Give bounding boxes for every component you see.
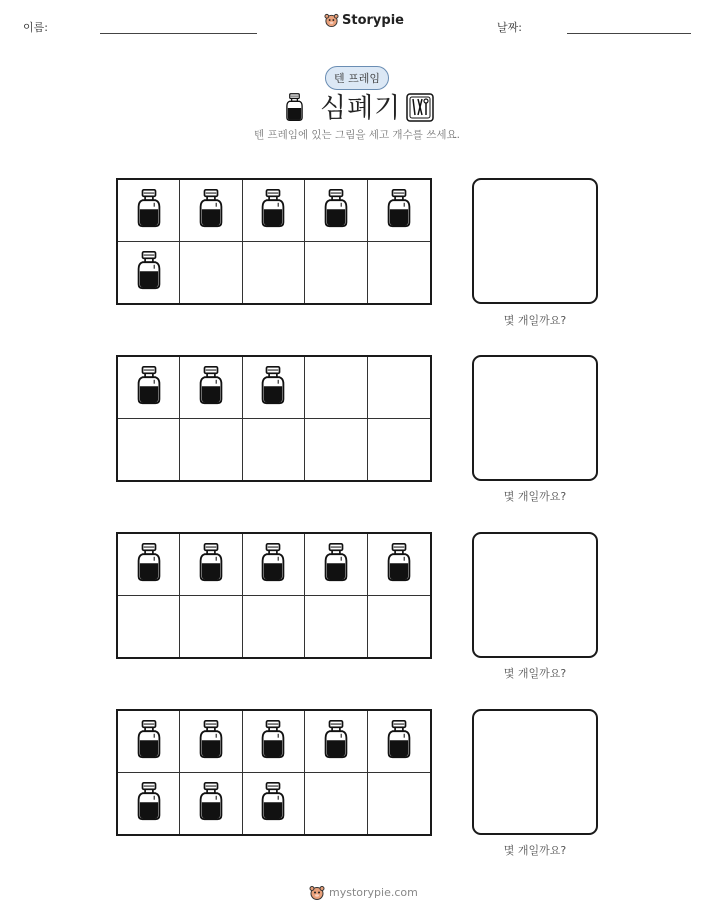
vial-icon [136,188,162,232]
frame-cell [180,534,242,596]
vial-icon [136,542,162,586]
frame-cell [118,242,180,304]
vial-icon [260,542,286,586]
frame-cell [243,711,305,773]
frame-cell [368,357,430,419]
date-label: 날짜: [497,21,522,34]
vial-icon [260,781,286,825]
vial-icon [136,719,162,763]
vial-icon [198,188,224,232]
vial-icon [285,92,304,126]
frame-cell [368,711,430,773]
frame-cell [368,534,430,596]
vial-icon [323,188,349,232]
vial-icon [386,542,412,586]
frame-cell [118,596,180,658]
brand-logo [324,12,404,28]
count-question: 몇 개일까요? [503,667,567,680]
frame-cell [368,180,430,242]
page-title: 심폐기 [320,93,402,124]
frame-cell [180,242,242,304]
frame-cell [305,180,367,242]
storypie-mascot-icon [309,884,325,901]
vial-icon [136,365,162,409]
frame-cell [118,180,180,242]
vial-icon [198,365,224,409]
vial-icon [260,365,286,409]
answer-box[interactable] [472,709,598,835]
vial-icon [386,719,412,763]
vial-icon [136,250,162,294]
answer-box[interactable] [472,532,598,658]
frame-cell [368,242,430,304]
frame-cell [118,534,180,596]
frame-cell [305,711,367,773]
frame-cell [180,419,242,481]
frame-cell [305,773,367,835]
vial-icon [323,542,349,586]
frame-cell [243,242,305,304]
frame-cell [180,357,242,419]
vial-icon [198,719,224,763]
frame-cell [305,357,367,419]
frame-cell [180,596,242,658]
frame-cell [118,357,180,419]
count-question: 몇 개일까요? [503,314,567,327]
count-question: 몇 개일까요? [503,844,567,857]
vial-icon [198,781,224,825]
frame-cell [180,180,242,242]
vial-icon [136,781,162,825]
frame-cell [368,596,430,658]
footer [309,884,418,901]
frame-cell [243,534,305,596]
name-field[interactable] [100,33,257,34]
name-label: 이름: [23,21,48,34]
frame-cell [305,242,367,304]
vial-icon [198,542,224,586]
frame-cell [368,773,430,835]
count-question: 몇 개일까요? [503,490,567,503]
frame-cell [118,419,180,481]
date-field[interactable] [567,33,691,34]
ten-frame [116,178,432,305]
frame-cell [305,419,367,481]
footer-url[interactable]: mystorypie.com [329,886,418,899]
frame-cell [118,711,180,773]
frame-cell [305,596,367,658]
brand-name: Storypie [342,12,404,28]
ten-frame [116,355,432,482]
vial-icon [260,719,286,763]
frame-cell [243,419,305,481]
vial-icon [260,188,286,232]
frame-cell [368,419,430,481]
frame-cell [118,773,180,835]
instructions: 텐 프레임에 있는 그림을 세고 개수를 쓰세요. [254,129,460,141]
answer-box[interactable] [472,178,598,304]
vial-icon [323,719,349,763]
ten-frame [116,532,432,659]
frame-cell [243,180,305,242]
frame-cell [180,773,242,835]
storypie-mascot-icon [324,12,339,28]
frame-cell [180,711,242,773]
vial-icon [386,188,412,232]
surgical-tools-icon [406,93,434,126]
frame-cell [243,773,305,835]
ten-frame [116,709,432,836]
frame-cell [243,596,305,658]
frame-cell [305,534,367,596]
worksheet-tag: 텐 프레임 [325,66,389,90]
frame-cell [243,357,305,419]
answer-box[interactable] [472,355,598,481]
